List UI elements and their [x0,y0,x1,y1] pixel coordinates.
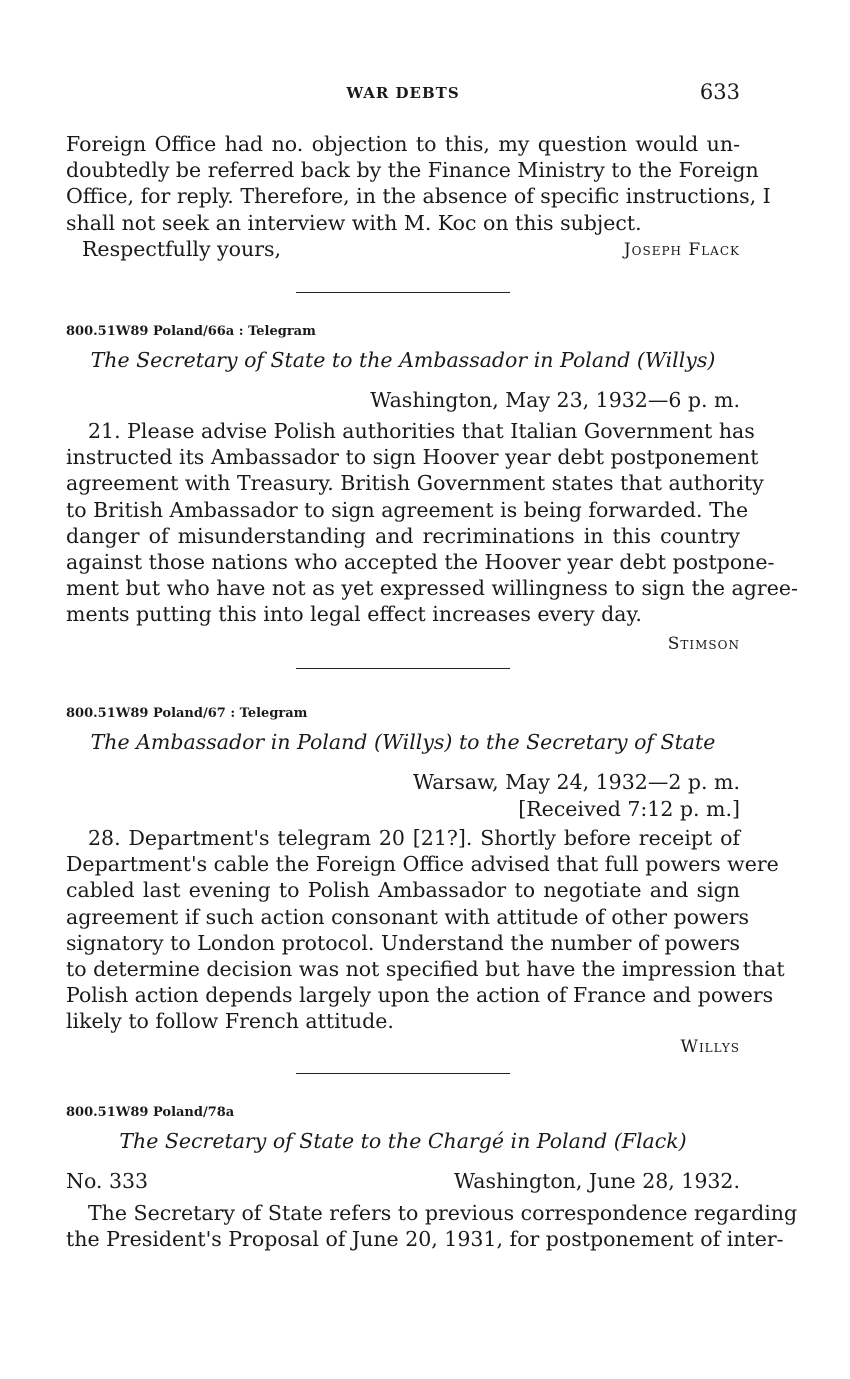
text-line: ments putting this into legal effect increases every day. [66,602,642,627]
received-note: [Received 7:12 p. m.] [518,797,740,821]
closing: Respectfully yours, [82,237,282,261]
file-reference: 800.51W89 Poland/66a : Telegram [66,324,316,339]
text-line: to British Ambassador to sign agreement is being forwarded. The [66,497,749,522]
telegram-body [66,825,785,1035]
page-number: 633 [699,80,740,104]
file-reference: 800.51W89 Poland/67 : Telegram [66,706,308,721]
text-line: instructed its Ambassador to sign Hoover year debt postponement [66,445,759,470]
text-line: The Secretary of State refers to previous correspondence regarding [88,1201,798,1225]
text-line: to determine decision was not specified but have the impression that [66,957,785,982]
text-line: Department's cable the Foreign Office advised that full powers were [66,852,779,877]
text-line: 28. Department's telegram 20 [21?]. Shortly before receipt of [88,826,740,850]
text-line: ment but who have not as yet expressed willingness to sign the agree- [66,576,798,601]
section-divider [296,292,510,293]
note-body [66,1200,798,1252]
dateline: Washington, June 28, 1932. [453,1169,740,1193]
signature-stimson: Stimson [667,634,740,654]
running-header: WAR DEBTS [346,84,460,102]
text-line: cabled last evening to Polish Ambassador to negotiate and sign [66,878,740,903]
text-line: signatory to London protocol. Understand the number of powers [66,930,740,955]
text-line: Foreign Office had no. objection to this, my question would un- [66,132,740,156]
text-line: likely to follow French attitude. [66,1009,394,1034]
section-divider [296,668,510,669]
section-divider [296,1073,510,1074]
text-line: doubtedly be referred back by the Finance Ministry to the Foreign [66,158,759,183]
dateline: Washington, May 23, 1932—6 p. m. [370,388,740,412]
text-line: against those nations who accepted the Hoover year debt postpone- [66,550,775,575]
text-line: the President's Proposal of June 20, 1931, for postponement of inter- [66,1227,784,1252]
signature-flack: Joseph Flack [623,240,740,260]
file-reference: 800.51W89 Poland/78a [66,1105,235,1120]
document-heading: The Secretary of State to the Chargé in Poland (Flack) [119,1129,687,1153]
text-line: 21. Please advise Polish authorities that Italian Government has [88,419,755,443]
text-line: shall not seek an interview with M. Koc on this subject. [66,210,642,235]
text-line: danger of misunderstanding and recriminations in this country [66,523,740,548]
text-line: Polish action depends largely upon the action of France and powers [66,983,774,1008]
text-line: agreement with Treasury. British Government states that authority [66,471,764,496]
text-line: agreement if such action consonant with attitude of other powers [66,904,750,929]
continuation-paragraph [66,131,771,236]
signature-willys: Willys [680,1037,740,1057]
document-number: No. 333 [66,1169,149,1193]
dateline: Warsaw, May 24, 1932—2 p. m. [413,770,740,794]
document-heading: The Secretary of State to the Ambassador in Poland (Willys) [90,348,716,372]
text-line: Office, for reply. Therefore, in the absence of specific instructions, I [66,184,771,209]
document-heading: The Ambassador in Poland (Willys) to the Secretary of State [90,730,716,754]
telegram-body [66,418,798,628]
